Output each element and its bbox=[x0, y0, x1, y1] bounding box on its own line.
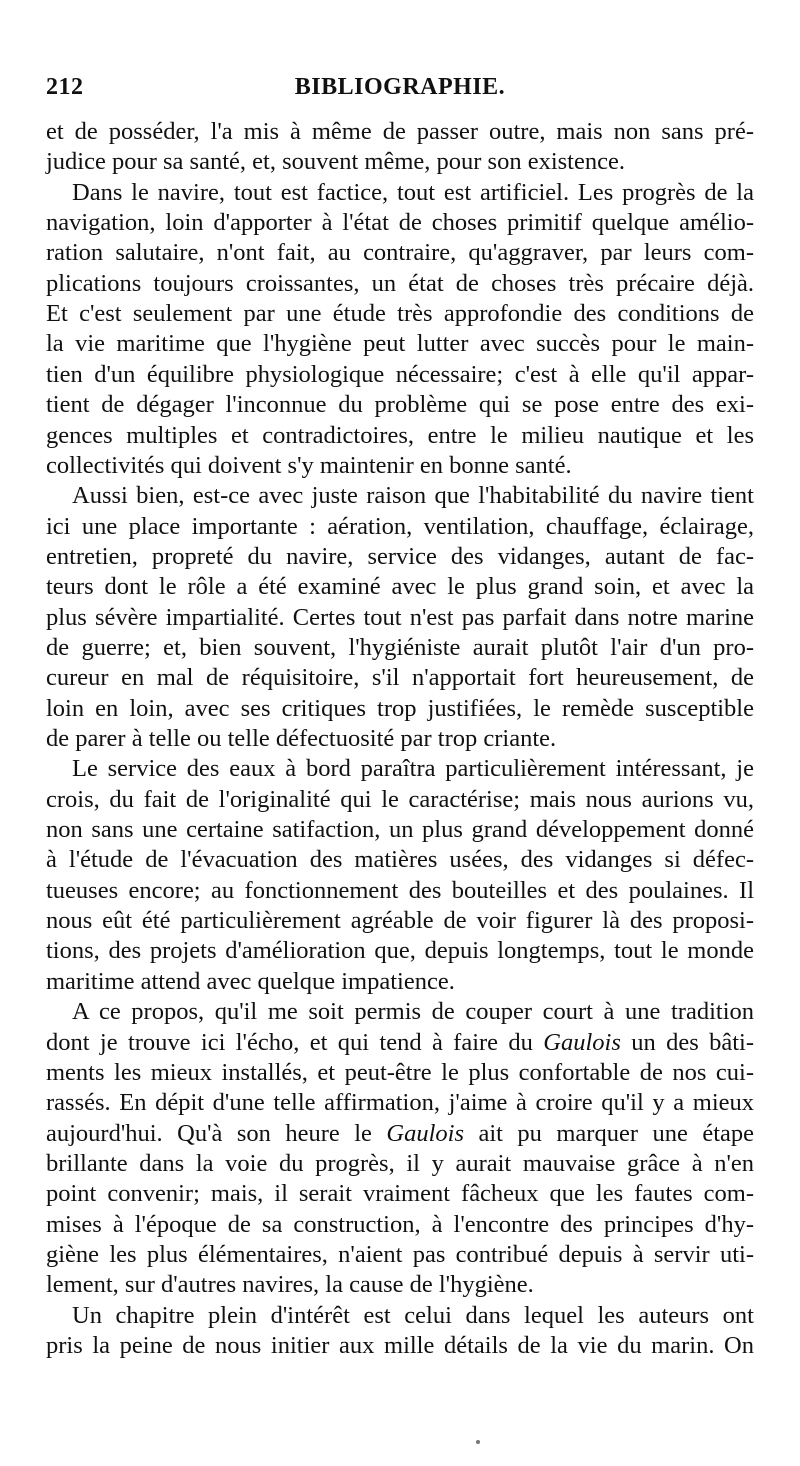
text-run: point convenir; mais, il serait vraiment fâcheux que les fautes com- bbox=[46, 1180, 754, 1208]
text-run: tien d'un équilibre physiologique nécessaire; c'est à elle qu'il appar- bbox=[46, 360, 754, 388]
text-run: de guerre; et, bien souvent, l'hygiéniste aurait plutôt l'air d'un pro- bbox=[46, 633, 754, 661]
text-line bbox=[46, 1119, 754, 1149]
text-line bbox=[46, 785, 754, 815]
text-run: loin en loin, avec ses critiques trop justifiées, le remède susceptible bbox=[46, 694, 754, 722]
text-run: nous eût été particulièrement agréable de voir figurer là des proposi- bbox=[46, 907, 754, 935]
text-run: cureur en mal de réquisitoire, s'il n'apportait fort heureusement, de bbox=[46, 664, 754, 692]
text-run: ments les mieux installés, et peut-être le plus confortable de nos cui- bbox=[46, 1058, 754, 1086]
text-line bbox=[72, 481, 754, 511]
text-line bbox=[46, 633, 754, 663]
text-run: mises à l'époque de sa construction, à l'encontre des principes d'hy- bbox=[46, 1210, 754, 1238]
text-line bbox=[72, 178, 754, 208]
text-run: plus sévère impartialité. Certes tout n'est pas parfait dans notre marine bbox=[46, 603, 754, 631]
text-line bbox=[46, 967, 754, 997]
text-line bbox=[46, 329, 754, 359]
text-run: plications toujours croissantes, un état de choses très précaire déjà. bbox=[46, 269, 754, 297]
text-run: crois, du fait de l'originalité qui le caractérise; mais nous aurions vu, bbox=[46, 785, 754, 813]
text-line bbox=[46, 724, 754, 754]
text-line bbox=[46, 360, 754, 390]
text-run: Un chapitre plein d'intérêt est celui dans lequel les auteurs ont bbox=[72, 1301, 754, 1329]
text-run: un des bâti- bbox=[620, 1028, 755, 1056]
text-run: A ce propos, qu'il me soit permis de couper court à une tradition bbox=[72, 998, 754, 1026]
text-line bbox=[46, 1179, 754, 1209]
text-line bbox=[46, 1088, 754, 1118]
text-line bbox=[46, 694, 754, 724]
text-line bbox=[72, 754, 754, 784]
text-line bbox=[46, 117, 754, 147]
text-run: tient de dégager l'inconnue du problème qui se pose entre des exi- bbox=[46, 391, 754, 419]
text-line bbox=[46, 1240, 754, 1270]
text-run: Et c'est seulement par une étude très approfondie des conditions de bbox=[46, 300, 754, 328]
text-run: à l'étude de l'évacuation des matières usées, des vidanges si défec- bbox=[46, 846, 754, 874]
text-line bbox=[46, 512, 754, 542]
text-line bbox=[46, 208, 754, 238]
text-line bbox=[46, 542, 754, 572]
text-line bbox=[72, 1301, 754, 1331]
text-run: la vie maritime que l'hygiène peut lutter avec succès pour le main- bbox=[46, 330, 754, 358]
text-run: teurs dont le rôle a été examiné avec le plus grand soin, et avec la bbox=[46, 573, 754, 601]
text-line bbox=[72, 997, 754, 1027]
text-line bbox=[46, 1028, 754, 1058]
text-line bbox=[46, 815, 754, 845]
running-head: BIBLIOGRAPHIE. bbox=[294, 74, 506, 100]
text-run: giène les plus élémentaires, n'aient pas contribué depuis à servir uti- bbox=[46, 1240, 754, 1268]
text-run: et de posséder, l'a mis à même de passer outre, mais non sans pré- bbox=[46, 118, 754, 145]
text-line bbox=[46, 147, 754, 177]
text-run: maritime attend avec quelque impatience. bbox=[46, 967, 455, 995]
text-run: aujourd'hui. Qu'à son heure le bbox=[46, 1119, 387, 1147]
text-line bbox=[46, 603, 754, 633]
paper-speck bbox=[476, 1440, 480, 1444]
text-run: gences multiples et contradictoires, entre le milieu nautique et les bbox=[46, 421, 754, 449]
text-line bbox=[46, 876, 754, 906]
text-run: pris la peine de nous initier aux mille détails de la vie du marin. On bbox=[46, 1332, 754, 1359]
text-line bbox=[46, 269, 754, 299]
text-line bbox=[46, 936, 754, 966]
text-line bbox=[46, 845, 754, 875]
text-run: brillante dans la voie du progrès, il y aurait mauvaise grâce à n'en bbox=[46, 1149, 754, 1177]
page-number: 212 bbox=[46, 74, 84, 100]
text-line bbox=[46, 451, 754, 481]
text-line bbox=[46, 1149, 754, 1179]
text-run: ait pu marquer une étape bbox=[463, 1119, 754, 1147]
text-run: rassés. En dépit d'une telle affirmation, j'aime à croire qu'il y a mieux bbox=[46, 1089, 754, 1117]
text-run: Le service des eaux à bord paraîtra particulièrement intéressant, je bbox=[72, 755, 754, 783]
text-run: non sans une certaine satifaction, un plus grand développement donné bbox=[46, 816, 754, 844]
text-line bbox=[46, 572, 754, 602]
text-line bbox=[46, 1331, 754, 1361]
text-line bbox=[46, 238, 754, 268]
text-run: lement, sur d'autres navires, la cause de l'hygiène. bbox=[46, 1271, 534, 1299]
text-run: judice pour sa santé, et, souvent même, pour son existence. bbox=[46, 148, 625, 176]
text-run: navigation, loin d'apporter à l'état de choses primitif quelque amélio- bbox=[46, 209, 754, 237]
text-line bbox=[46, 299, 754, 329]
text-run: Aussi bien, est-ce avec juste raison que l'habitabilité du navire tient bbox=[72, 482, 754, 510]
text-run: de parer à telle ou telle défectuosité par trop criante. bbox=[46, 725, 557, 752]
text-run: tueuses encore; au fonctionnement des bouteilles et des poulaines. Il bbox=[46, 876, 754, 904]
ship-name: Gaulois bbox=[386, 1119, 464, 1147]
ship-name: Gaulois bbox=[543, 1028, 621, 1056]
text-line bbox=[46, 663, 754, 693]
text-line bbox=[46, 1270, 754, 1300]
text-run: entretien, propreté du navire, service des vidanges, autant de fac- bbox=[46, 542, 754, 570]
text-run: collectivités qui doivent s'y maintenir en bonne santé. bbox=[46, 451, 572, 479]
text-run: dont je trouve ici l'écho, et qui tend à faire du bbox=[46, 1028, 544, 1056]
text-line bbox=[46, 1058, 754, 1088]
text-run: ration salutaire, n'ont fait, au contraire, qu'aggraver, par leurs com- bbox=[46, 239, 754, 267]
text-run: tions, des projets d'amélioration que, depuis longtemps, tout le monde bbox=[46, 937, 754, 965]
text-line bbox=[46, 1210, 754, 1240]
text-line bbox=[46, 906, 754, 936]
text-run: ici une place importante : aération, ventilation, chauffage, éclairage, bbox=[46, 512, 754, 540]
text-run: Dans le navire, tout est factice, tout est artificiel. Les progrès de la bbox=[72, 178, 754, 206]
text-line bbox=[46, 421, 754, 451]
text-line bbox=[46, 390, 754, 420]
